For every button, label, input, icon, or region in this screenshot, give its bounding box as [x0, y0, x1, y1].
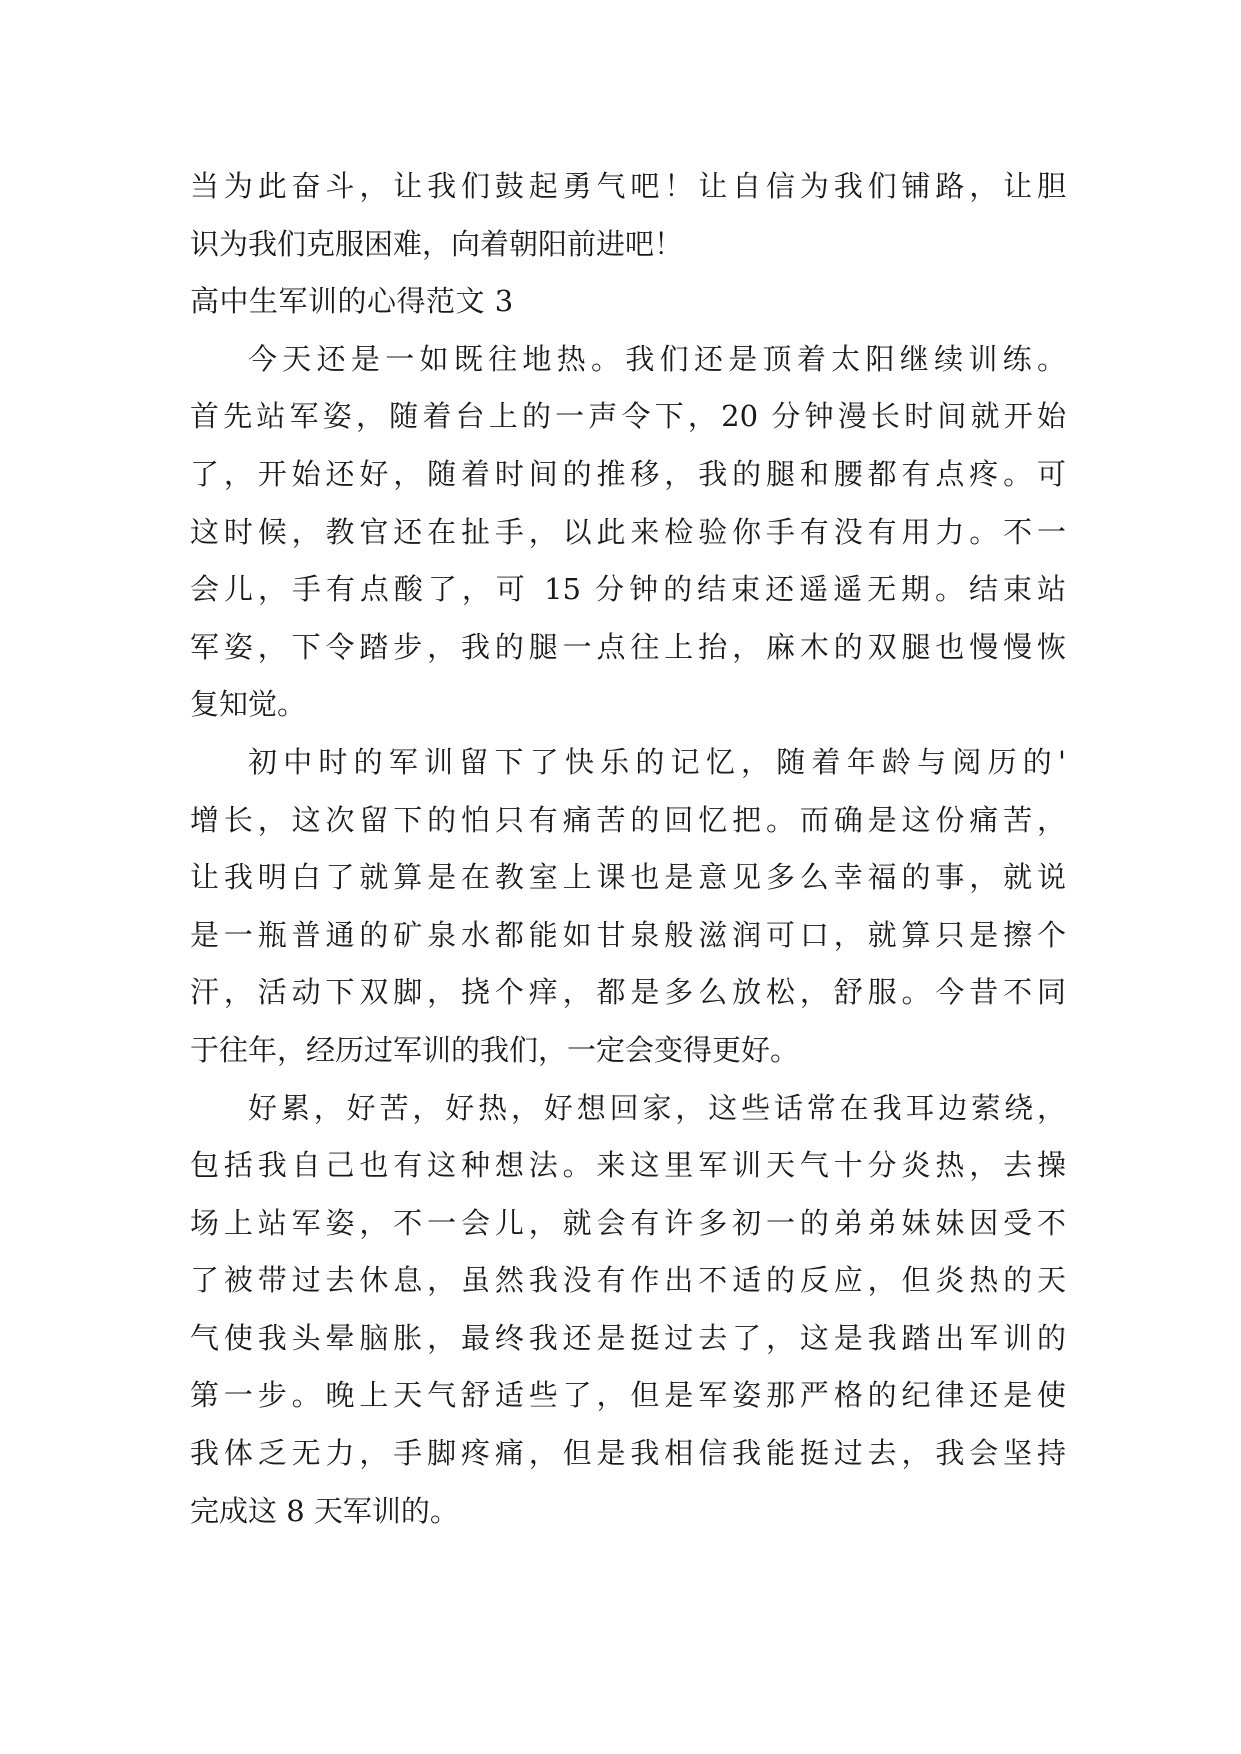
text-line: 了被带过去休息，虽然我没有作出不适的反应，但炎热的天 — [190, 1263, 1066, 1298]
text-line: 第一步。晚上天气舒适些了，但是军姿那严格的纪律还是使 — [190, 1378, 1066, 1413]
text-line: 当为此奋斗，让我们鼓起勇气吧！让自信为我们铺路，让胆 — [190, 169, 1066, 203]
text-line: 好累，好苦，好热，好想回家，这些话常在我耳边萦绕， — [248, 1090, 1066, 1125]
text-line: 我体乏无力，手脚疼痛，但是我相信我能挺过去，我会坚持 — [190, 1436, 1066, 1471]
text-line: 了，开始还好，随着时间的推移，我的腿和腰都有点疼。可 — [190, 456, 1066, 491]
text-line: 这时候，教官还在扯手，以此来检验你手有没有用力。不一 — [190, 514, 1066, 549]
text-line: 包括我自己也有这种想法。来这里军训天气十分炎热，去操 — [190, 1148, 1066, 1183]
text-line: 增长，这次留下的怕只有痛苦的回忆把。而确是这份痛苦， — [190, 802, 1066, 837]
text-line: 让我明白了就算是在教室上课也是意见多么幸福的事，就说 — [190, 860, 1066, 895]
text-line: 气使我头晕脑胀，最终我还是挺过去了，这是我踏出军训的 — [190, 1320, 1066, 1355]
document-body — [190, 158, 1066, 1540]
text-line: 首先站军姿，随着台上的一声令下，20 分钟漫长时间就开始 — [190, 399, 1066, 434]
text-line: 于往年，经历过军训的我们，一定会变得更好。 — [190, 1032, 800, 1067]
text-line: 识为我们克服困难，向着朝阳前进吧！ — [190, 226, 684, 261]
text-line: 汗，活动下双脚，挠个痒，都是多么放松，舒服。今昔不同 — [190, 975, 1066, 1010]
section-heading: 高中生军训的心得范文 3 — [190, 284, 514, 319]
text-line: 是一瓶普通的矿泉水都能如甘泉般滋润可口，就算只是擦个 — [190, 917, 1066, 952]
text-line: 会儿，手有点酸了，可 15 分钟的结束还遥遥无期。结束站 — [190, 572, 1066, 607]
text-line: 军姿，下令踏步，我的腿一点往上抬，麻木的双腿也慢慢恢 — [190, 629, 1066, 664]
text-line: 今天还是一如既往地热。我们还是顶着太阳继续训练。 — [248, 341, 1066, 376]
text-line: 初中时的军训留下了快乐的记忆，随着年龄与阅历的' — [248, 744, 1066, 779]
text-line: 复知觉。 — [190, 687, 307, 722]
text-line: 场上站军姿，不一会儿，就会有许多初一的弟弟妹妹因受不 — [190, 1205, 1066, 1240]
text-line: 完成这 8 天军训的。 — [190, 1493, 459, 1528]
